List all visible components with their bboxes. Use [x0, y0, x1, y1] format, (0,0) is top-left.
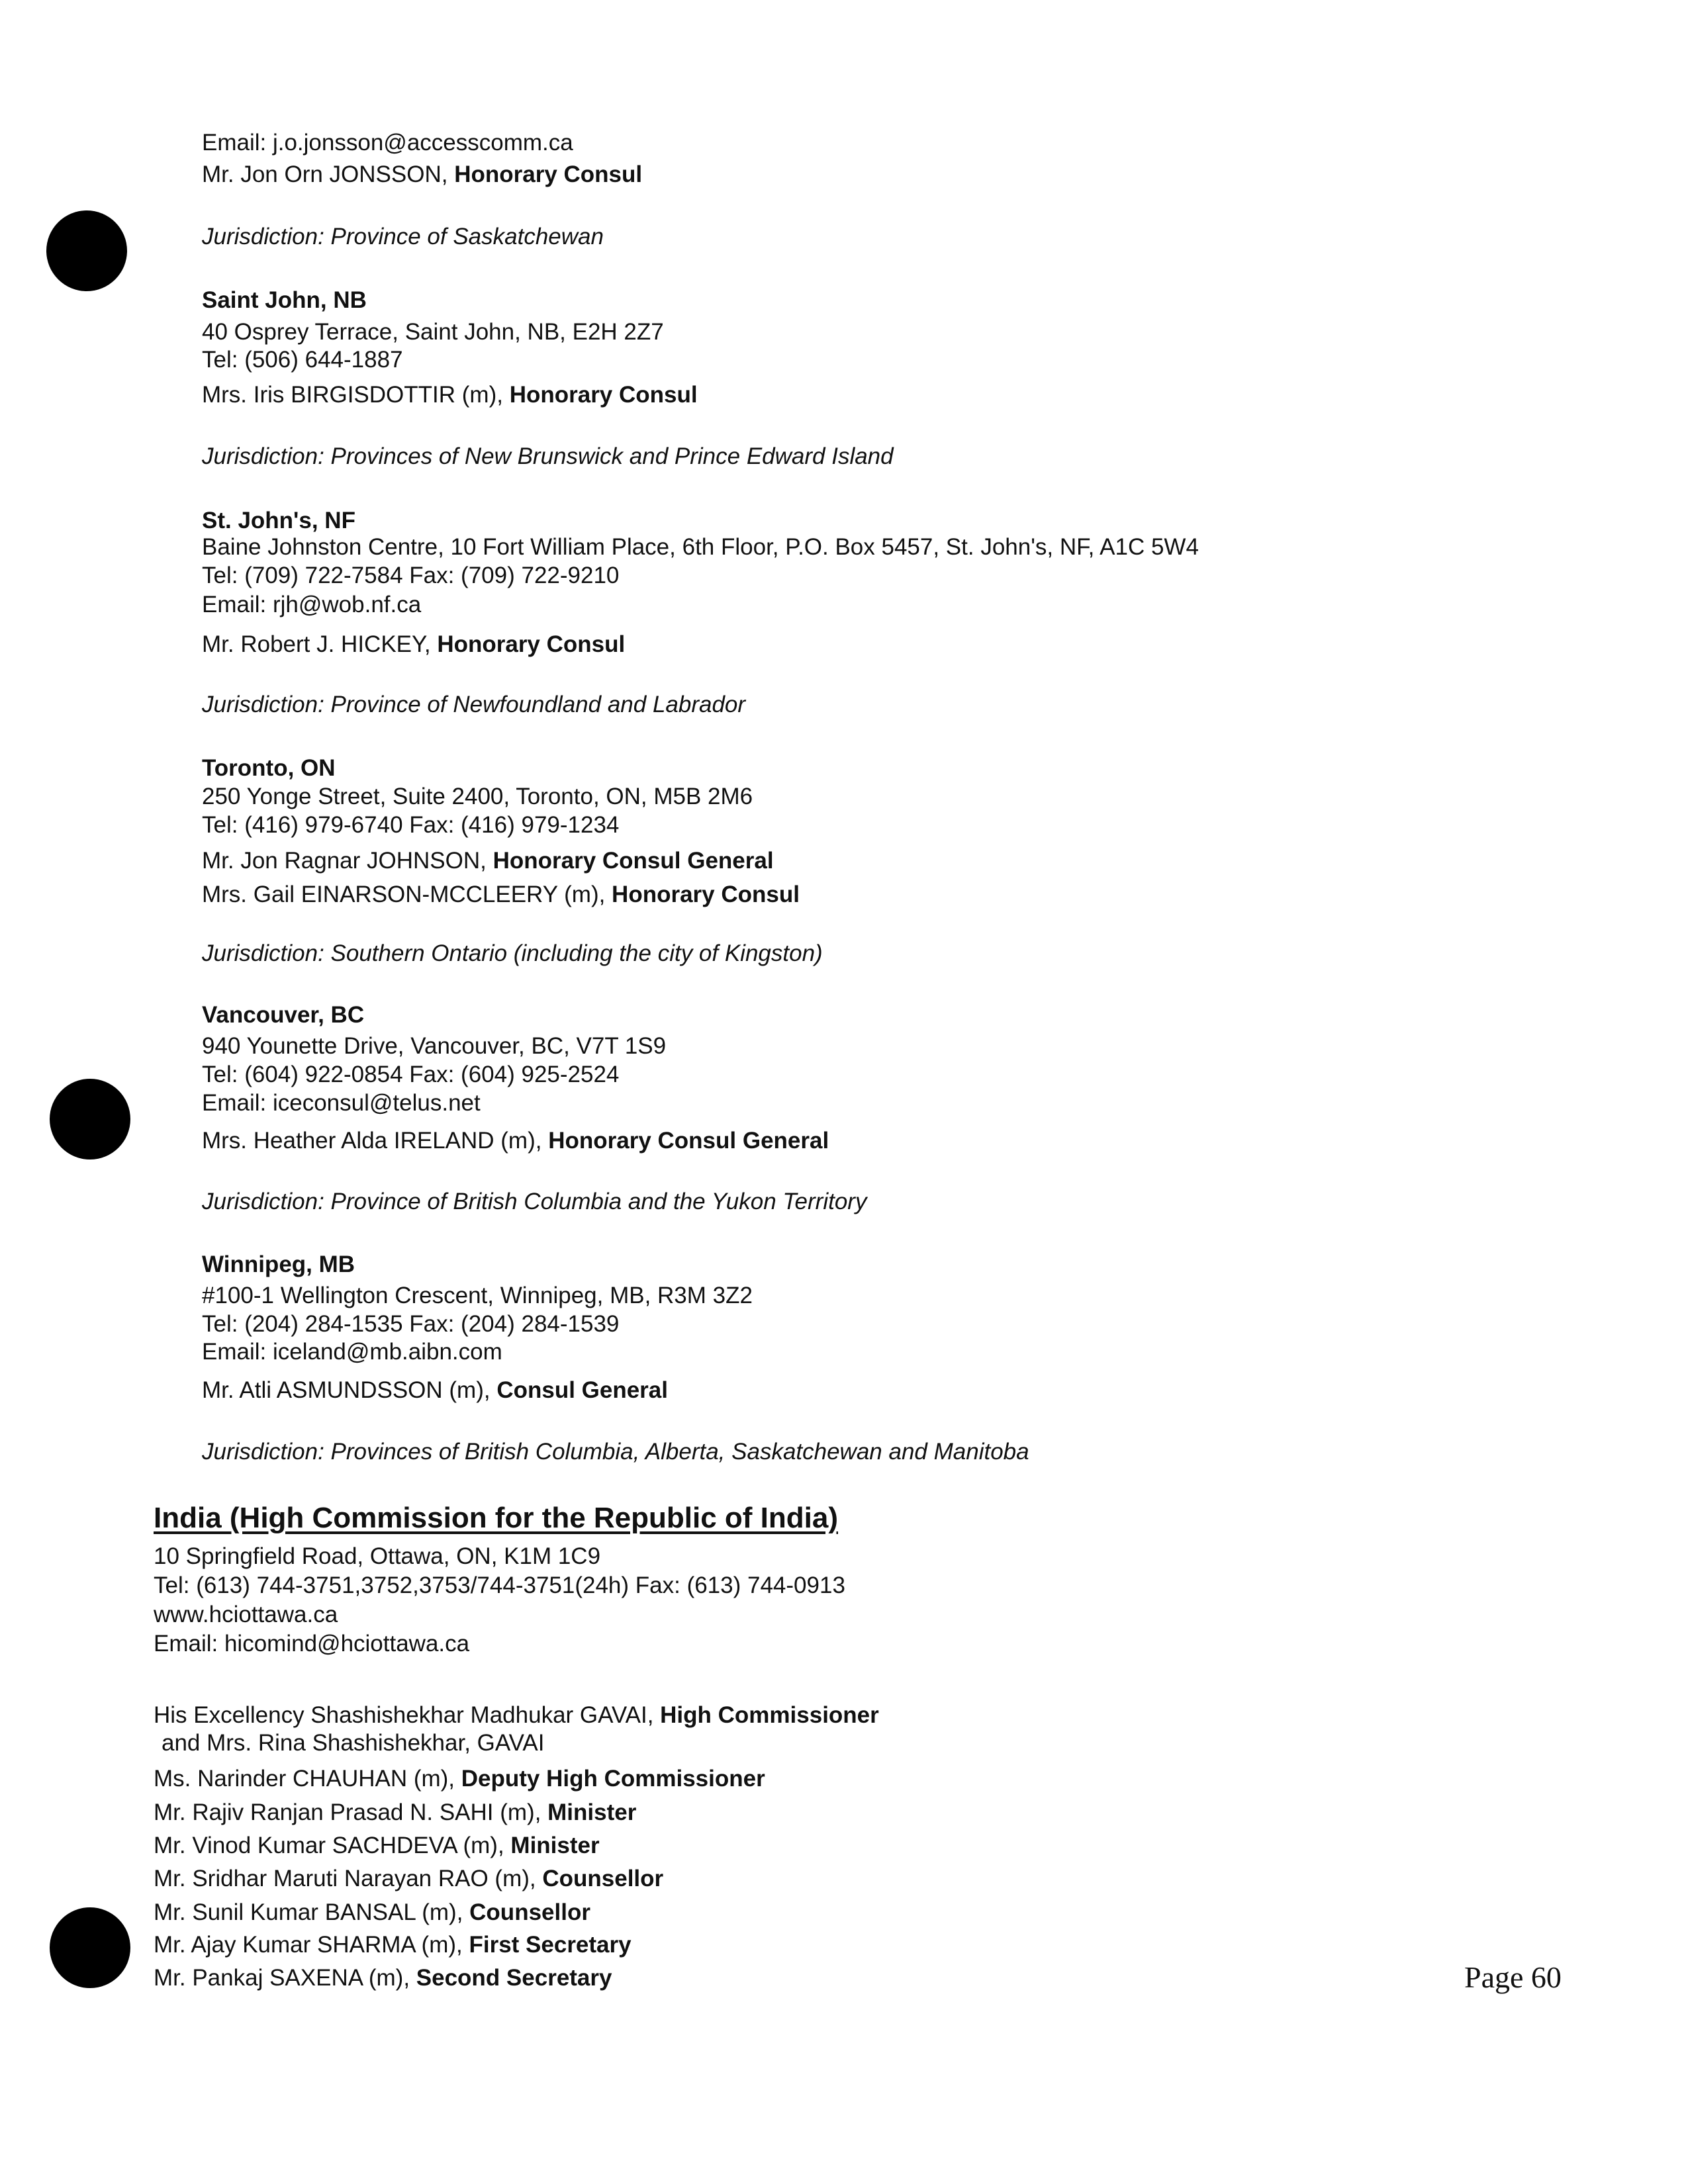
person-title: Minister: [547, 1799, 637, 1825]
diplomat-entry: [154, 1702, 879, 1729]
jurisdiction-line: Jurisdiction: Province of Saskatchewan: [202, 224, 604, 250]
person-name: Mrs. Gail EINARSON-MCCLEERY (m),: [202, 882, 612, 907]
email-line: Email: iceconsul@telus.net: [202, 1090, 481, 1116]
person-name: Mr. Rajiv Ranjan Prasad N. SAHI (m),: [154, 1799, 548, 1825]
jurisdiction-line: Jurisdiction: Provinces of New Brunswick and Prince Edward Island: [202, 443, 894, 469]
person-title: Honorary Consul: [509, 382, 698, 408]
spouse-line: and Mrs. Rina Shashishekhar, GAVAI: [162, 1730, 545, 1756]
diplomat-entry: [154, 1964, 612, 1992]
address-line: 40 Osprey Terrace, Saint John, NB, E2H 2Z7: [202, 319, 664, 345]
person-name: Mr. Jon Ragnar JOHNSON,: [202, 848, 493, 874]
email-line: Email: hicomind@hciottawa.ca: [154, 1631, 470, 1657]
consul-entry: [202, 381, 698, 409]
jurisdiction-line: Jurisdiction: Province of British Columbia and the Yukon Territory: [202, 1189, 867, 1214]
address-line: 10 Springfield Road, Ottawa, ON, K1M 1C9: [154, 1543, 601, 1569]
person-name: Mr. Jon Orn JONSSON,: [202, 161, 455, 187]
diplomat-entry: [154, 1799, 636, 1827]
phone-line: Tel: (604) 922-0854 Fax: (604) 925-2524: [202, 1062, 620, 1087]
person-title: First Secretary: [469, 1932, 632, 1958]
person-title: Honorary Consul: [454, 161, 643, 187]
diplomat-entry: [154, 1899, 590, 1927]
website-line: www.hciottawa.ca: [154, 1602, 338, 1627]
person-name: Mr. Robert J. HICKEY,: [202, 631, 438, 657]
page-number: Page 60: [1464, 1960, 1562, 1994]
person-title: Honorary Consul General: [548, 1128, 829, 1154]
consul-entry: [202, 1377, 668, 1404]
person-name: Mr. Pankaj SAXENA (m),: [154, 1965, 416, 1991]
person-title: Honorary Consul General: [492, 848, 774, 874]
binder-hole-bottom: [50, 1907, 130, 1988]
person-name: Mrs. Heather Alda IRELAND (m),: [202, 1128, 549, 1154]
email-line: Email: j.o.jonsson@accesscomm.ca: [202, 130, 573, 156]
consul-entry: [202, 1127, 829, 1155]
phone-line: Tel: (506) 644-1887: [202, 347, 403, 373]
binder-hole-top: [46, 210, 127, 291]
person-title: Minister: [510, 1833, 600, 1858]
city-heading: Saint John, NB: [202, 287, 367, 313]
consul-entry: [202, 631, 625, 659]
person-title: Second Secretary: [416, 1965, 612, 1991]
jurisdiction-line: Jurisdiction: Provinces of British Columbia, Alberta, Saskatchewan and Manitoba: [202, 1439, 1029, 1465]
phone-line: Tel: (613) 744-3751,3752,3753/744-3751(24h) Fax: (613) 744-0913: [154, 1572, 845, 1598]
diplomat-entry: [154, 1931, 632, 1959]
email-line: Email: iceland@mb.aibn.com: [202, 1339, 502, 1365]
binder-hole-middle: [50, 1079, 130, 1160]
email-line: Email: rjh@wob.nf.ca: [202, 592, 422, 617]
jurisdiction-line: Jurisdiction: Southern Ontario (including the city of Kingston): [202, 940, 823, 966]
city-heading: Winnipeg, MB: [202, 1251, 355, 1277]
phone-line: Tel: (709) 722-7584 Fax: (709) 722-9210: [202, 563, 620, 588]
person-title: Consul General: [496, 1377, 668, 1403]
person-name: Mr. Ajay Kumar SHARMA (m),: [154, 1932, 469, 1958]
address-line: 250 Yonge Street, Suite 2400, Toronto, ON, M5B 2M6: [202, 784, 753, 809]
person-name: Mr. Sunil Kumar BANSAL (m),: [154, 1899, 470, 1925]
diplomat-entry: [154, 1765, 765, 1793]
city-heading: Toronto, ON: [202, 755, 336, 781]
person-name: Mr. Atli ASMUNDSSON (m),: [202, 1377, 497, 1403]
person-name: Mr. Sridhar Maruti Narayan RAO (m),: [154, 1866, 543, 1891]
person-name: Mrs. Iris BIRGISDOTTIR (m),: [202, 382, 510, 408]
person-title: Deputy High Commissioner: [461, 1766, 765, 1792]
diplomat-entry: [154, 1832, 600, 1860]
consul-entry: [202, 881, 800, 909]
person-name: His Excellency Shashishekhar Madhukar GAVAI,: [154, 1702, 661, 1728]
person-name: Mr. Vinod Kumar SACHDEVA (m),: [154, 1833, 511, 1858]
city-heading: St. John's, NF: [202, 508, 355, 533]
address-line: 940 Younette Drive, Vancouver, BC, V7T 1S9: [202, 1033, 667, 1059]
phone-line: Tel: (416) 979-6740 Fax: (416) 979-1234: [202, 812, 620, 838]
person-title: High Commissioner: [660, 1702, 879, 1728]
country-heading: India (High Commission for the Republic of India): [154, 1502, 838, 1534]
person-title: Counsellor: [542, 1866, 664, 1891]
person-title: Honorary Consul: [437, 631, 626, 657]
person-title: Counsellor: [469, 1899, 590, 1925]
diplomat-entry: [154, 1865, 663, 1893]
address-line: #100-1 Wellington Crescent, Winnipeg, MB, R3M 3Z2: [202, 1283, 753, 1308]
person-title: Honorary Consul: [612, 882, 800, 907]
person-name: Ms. Narinder CHAUHAN (m),: [154, 1766, 461, 1792]
consul-entry: [202, 161, 642, 189]
city-heading: Vancouver, BC: [202, 1002, 365, 1028]
jurisdiction-line: Jurisdiction: Province of Newfoundland and Labrador: [202, 692, 746, 717]
address-line: Baine Johnston Centre, 10 Fort William Place, 6th Floor, P.O. Box 5457, St. John's, NF, A1C 5W4: [202, 534, 1199, 560]
consul-entry: [202, 847, 774, 875]
phone-line: Tel: (204) 284-1535 Fax: (204) 284-1539: [202, 1311, 620, 1337]
